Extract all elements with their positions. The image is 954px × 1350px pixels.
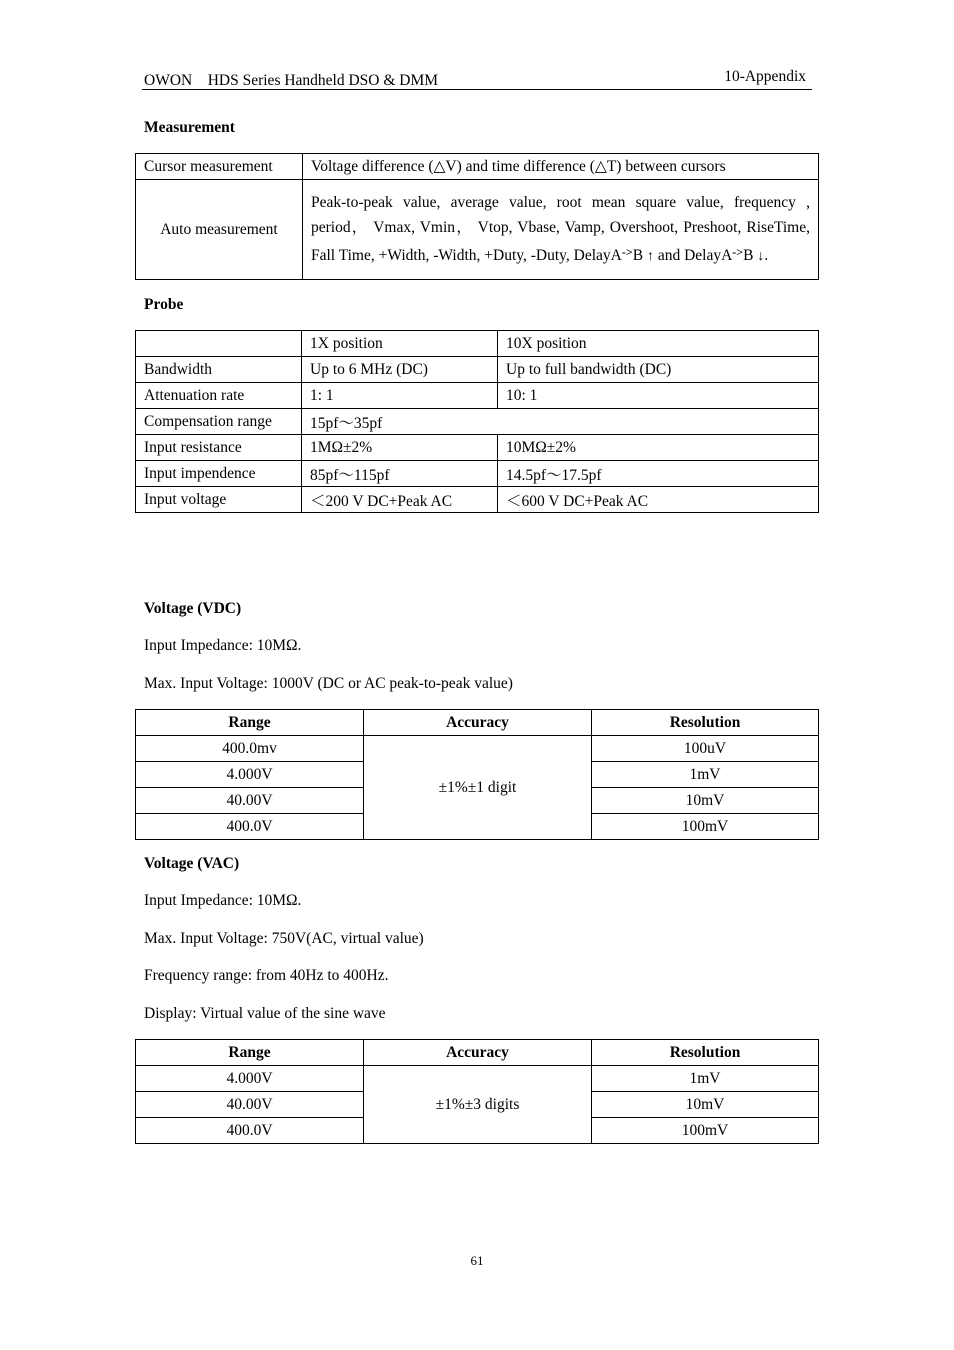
- vac-resolution: 1mV: [592, 1066, 819, 1092]
- probe-table: [135, 330, 819, 513]
- measurement-label: Cursor measurement: [136, 154, 303, 180]
- auto-measure-text: B: [743, 247, 754, 264]
- auto-measure-text: .: [764, 247, 769, 264]
- vac-header-cell: Accuracy: [364, 1040, 592, 1066]
- measurement-table: [135, 153, 819, 280]
- table-row: [136, 357, 819, 383]
- vac-resolution: 100mV: [592, 1118, 819, 1144]
- probe-cell: 1MΩ±2%: [302, 435, 498, 461]
- probe-cell: Up to full bandwidth (DC): [498, 357, 819, 383]
- auto-measure-text: and DelayA: [653, 247, 733, 264]
- vac-heading: Voltage (VAC): [144, 855, 240, 872]
- probe-heading: Probe: [144, 296, 184, 313]
- table-row: [136, 383, 819, 409]
- table-row: [136, 409, 819, 435]
- vdc-accuracy: ±1%±1 digit: [364, 736, 592, 840]
- probe-cell: 10: 1: [498, 383, 819, 409]
- vdc-header-cell: Accuracy: [364, 710, 592, 736]
- vac-header-cell: Range: [136, 1040, 364, 1066]
- vdc-header-cell: Resolution: [592, 710, 819, 736]
- vdc-range: 400.0mv: [136, 736, 364, 762]
- vac-max-input: Max. Input Voltage: 750V(AC, virtual value): [144, 930, 424, 947]
- vdc-range: 4.000V: [136, 762, 364, 788]
- vac-resolution: 10mV: [592, 1092, 819, 1118]
- vac-display: Display: Virtual value of the sine wave: [144, 1005, 386, 1022]
- header-section: 10-Appendix: [724, 68, 806, 85]
- probe-cell: Input voltage: [136, 487, 302, 513]
- page-number: 61: [470, 1253, 484, 1268]
- falling-edge-icon: ↓: [757, 249, 765, 264]
- table-row: [136, 1040, 819, 1066]
- arrow-right-icon: ->: [621, 245, 633, 259]
- auto-measure-text: Peak-to-peak value, average value, root mean square value, frequency , period， Vmax, Vmin， Vtop, Vbase, Vamp, Overshoot, Preshoot, RiseTime, Fall Time, +Width, -Width, +Duty, -Duty, DelayA: [311, 194, 810, 264]
- vdc-range: 40.00V: [136, 788, 364, 814]
- probe-cell: ＜200 V DC+Peak AC: [302, 487, 498, 513]
- vac-accuracy: ±1%±3 digits: [364, 1066, 592, 1144]
- measurement-heading: Measurement: [144, 119, 235, 136]
- probe-cell: 10MΩ±2%: [498, 435, 819, 461]
- vdc-max-input: Max. Input Voltage: 1000V (DC or AC peak-to-peak value): [144, 675, 513, 692]
- table-row: [136, 487, 819, 513]
- measurement-label: Auto measurement: [136, 180, 303, 280]
- table-row: [136, 736, 819, 762]
- probe-cell: 14.5pf～17.5pf: [498, 461, 819, 487]
- vac-frequency: Frequency range: from 40Hz to 400Hz.: [144, 967, 389, 984]
- vac-table: [135, 1039, 819, 1144]
- header-title: OWON HDS Series Handheld DSO & DMM: [144, 72, 439, 89]
- probe-header-cell: 10X position: [498, 331, 819, 357]
- probe-cell: 85pf～115pf: [302, 461, 498, 487]
- probe-header-cell: [136, 331, 302, 357]
- vac-range: 40.00V: [136, 1092, 364, 1118]
- probe-cell: Input resistance: [136, 435, 302, 461]
- probe-cell: Up to 6 MHz (DC): [302, 357, 498, 383]
- vdc-table: [135, 709, 819, 840]
- vdc-resolution: 10mV: [592, 788, 819, 814]
- measurement-value: [303, 180, 819, 280]
- vac-header-cell: Resolution: [592, 1040, 819, 1066]
- table-row: [136, 1066, 819, 1092]
- auto-measure-text: B: [632, 247, 644, 264]
- probe-cell: Input impendence: [136, 461, 302, 487]
- probe-cell: ＜600 V DC+Peak AC: [498, 487, 819, 513]
- table-row: [136, 435, 819, 461]
- page-header: [142, 68, 812, 90]
- vdc-range: 400.0V: [136, 814, 364, 840]
- vac-impedance: Input Impedance: 10MΩ.: [144, 892, 302, 909]
- table-row: [136, 331, 819, 357]
- vac-range: 400.0V: [136, 1118, 364, 1144]
- probe-cell: Compensation range: [136, 409, 302, 435]
- probe-cell: Attenuation rate: [136, 383, 302, 409]
- measurement-value: Voltage difference (△V) and time difference (△T) between cursors: [303, 154, 819, 180]
- vdc-resolution: 100mV: [592, 814, 819, 840]
- vdc-header-cell: Range: [136, 710, 364, 736]
- arrow-right-icon: ->: [732, 245, 744, 259]
- vdc-impedance: Input Impedance: 10MΩ.: [144, 637, 302, 654]
- vdc-heading: Voltage (VDC): [144, 600, 242, 617]
- table-row: [136, 461, 819, 487]
- table-row: [136, 180, 819, 280]
- probe-cell: 15pf～35pf: [302, 409, 819, 435]
- probe-cell: 1: 1: [302, 383, 498, 409]
- vdc-resolution: 100uV: [592, 736, 819, 762]
- table-row: [136, 710, 819, 736]
- vdc-resolution: 1mV: [592, 762, 819, 788]
- rising-edge-icon: ↑: [646, 249, 654, 264]
- table-row: [136, 154, 819, 180]
- probe-cell: Bandwidth: [136, 357, 302, 383]
- vac-range: 4.000V: [136, 1066, 364, 1092]
- probe-header-cell: 1X position: [302, 331, 498, 357]
